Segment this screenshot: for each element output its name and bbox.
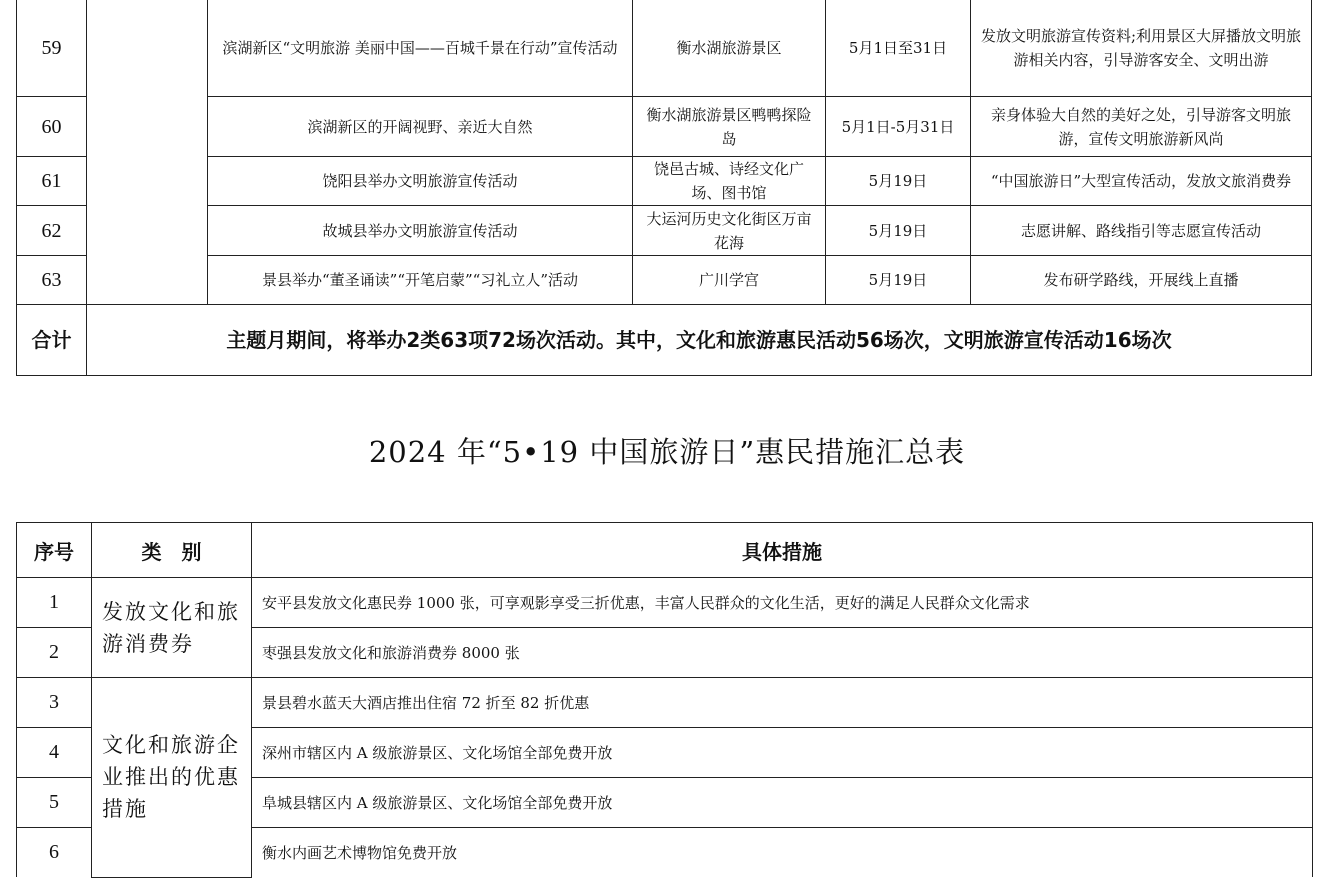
merged-category-cell	[87, 0, 208, 305]
row-number: 2	[17, 628, 92, 678]
activity-content: 志愿讲解、路线指引等志愿宣传活动	[971, 206, 1312, 256]
measure-text: 枣强县发放文化和旅游消费券 8000 张	[252, 628, 1313, 678]
table-row	[17, 256, 1312, 305]
activity-time: 5月19日	[826, 206, 971, 256]
activity-time: 5月1日至31日	[826, 0, 971, 97]
activity-time: 5月1日-5月31日	[826, 97, 971, 157]
category-cell: 文化和旅游企业推出的优惠措施	[92, 678, 252, 878]
measure-text: 深州市辖区内 A 级旅游景区、文化场馆全部免费开放	[252, 728, 1313, 778]
measure-text: 景县碧水蓝天大酒店推出住宿 72 折至 82 折优惠	[252, 678, 1313, 728]
row-number: 3	[17, 678, 92, 728]
row-number: 62	[17, 206, 87, 256]
header-measure: 具体措施	[252, 523, 1313, 578]
measure-text: 衡水内画艺术博物馆免费开放	[252, 828, 1313, 878]
table-row	[17, 0, 1312, 97]
table-row	[17, 578, 1313, 628]
measure-text: 阜城县辖区内 A 级旅游景区、文化场馆全部免费开放	[252, 778, 1313, 828]
category-cell: 发放文化和旅游消费券	[92, 578, 252, 678]
total-row	[17, 305, 1312, 376]
activity-location: 饶邑古城、诗经文化广场、图书馆	[633, 157, 826, 206]
activity-name: 饶阳县举办文明旅游宣传活动	[208, 157, 633, 206]
row-number: 6	[17, 828, 92, 878]
header-row	[17, 523, 1313, 578]
row-number: 60	[17, 97, 87, 157]
header-category: 类 别	[92, 523, 252, 578]
activity-name: 景县举办“董圣诵读”“开笔启蒙”“习礼立人”活动	[208, 256, 633, 305]
table-row	[17, 97, 1312, 157]
activity-content: 发布研学路线，开展线上直播	[971, 256, 1312, 305]
activity-name: 故城县举办文明旅游宣传活动	[208, 206, 633, 256]
measure-text: 安平县发放文化惠民券 1000 张，可享观影享受三折优惠，丰富人民群众的文化生活，更好的满足人民群众文化需求	[252, 578, 1313, 628]
activity-time: 5月19日	[826, 157, 971, 206]
activities-table	[16, 0, 1312, 376]
row-number: 61	[17, 157, 87, 206]
row-number: 59	[17, 0, 87, 97]
activity-location: 衡水湖旅游景区	[633, 0, 826, 97]
row-number: 5	[17, 778, 92, 828]
activity-content: 发放文明旅游宣传资料;利用景区大屏播放文明旅游相关内容，引导游客安全、文明出游	[971, 0, 1312, 97]
total-summary: 主题月期间，将举办2类63项72场次活动。其中，文化和旅游惠民活动56场次，文明旅游宣传活动16场次	[87, 305, 1312, 376]
activity-location: 衡水湖旅游景区鸭鸭探险岛	[633, 97, 826, 157]
row-number: 63	[17, 256, 87, 305]
activity-name: 滨湖新区的开阔视野、亲近大自然	[208, 97, 633, 157]
row-number: 4	[17, 728, 92, 778]
table-row	[17, 157, 1312, 206]
activity-content: 亲身体验大自然的美好之处，引导游客文明旅游，宣传文明旅游新风尚	[971, 97, 1312, 157]
total-label: 合计	[17, 305, 87, 376]
activity-location: 大运河历史文化街区万亩花海	[633, 206, 826, 256]
activity-name: 滨湖新区“文明旅游 美丽中国——百城千景在行动”宣传活动	[208, 0, 633, 97]
activity-location: 广川学宫	[633, 256, 826, 305]
table-row	[17, 206, 1312, 256]
activity-time: 5月19日	[826, 256, 971, 305]
header-number: 序号	[17, 523, 92, 578]
table-row	[17, 678, 1313, 728]
page-title: 2024 年“5•19 中国旅游日”惠民措施汇总表	[368, 435, 966, 469]
measures-table	[16, 522, 1313, 878]
activity-content: “中国旅游日”大型宣传活动，发放文旅消费券	[971, 157, 1312, 206]
row-number: 1	[17, 578, 92, 628]
